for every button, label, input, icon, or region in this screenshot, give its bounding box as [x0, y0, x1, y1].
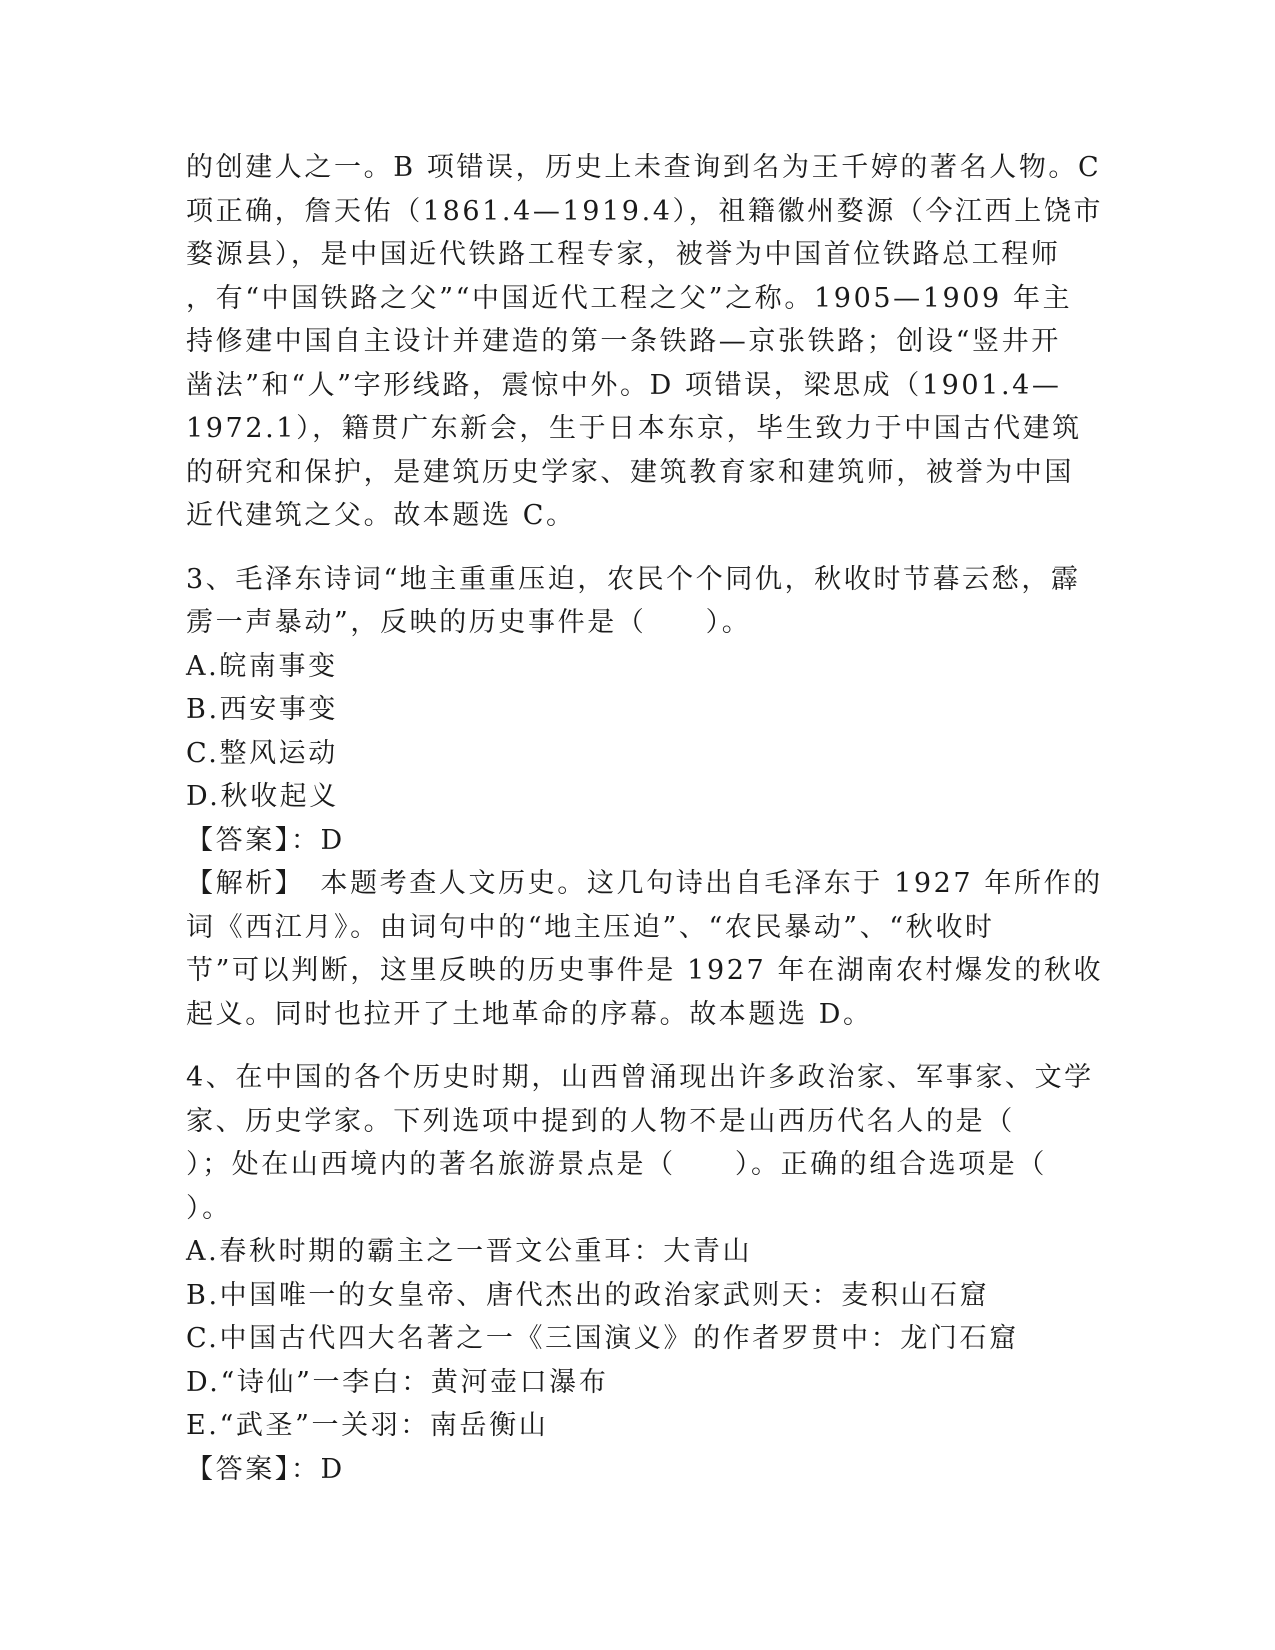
option-d: D.秋收起义 [186, 781, 339, 812]
analysis-line: 起义。同时也拉开了土地革命的序幕。故本题选 D。 [186, 998, 873, 1030]
answer-line: 【答案】：D [186, 1453, 345, 1485]
question-stem-line: 家、历史学家。下列选项中提到的人物不是山西历代名人的是（ [186, 1105, 1015, 1137]
text-line: 的研究和保护，是建筑历史学家、建筑教育家和建筑师，被誉为中国 [186, 456, 1074, 488]
document-page [186, 146, 1104, 1491]
option-b: B.中国唯一的女皇帝、唐代杰出的政治家武则天：麦积山石窟 [186, 1279, 990, 1311]
analysis-line: 【解析】 本题考查人文历史。这几句诗出自毛泽东于 1927 年所作的 [186, 868, 1103, 899]
text-line: 1972.1），籍贯广东新会，生于日本东京，毕生致力于中国古代建筑 [186, 413, 1082, 444]
question-stem-line: ）。 [186, 1192, 232, 1224]
text-line: 项正确，詹天佑（1861.4—1919.4），祖籍徽州婺源（今江西上饶市 [186, 195, 1104, 227]
question-stem-line: 4、在中国的各个历史时期，山西曾涌现出许多政治家、军事家、文学 [186, 1062, 1094, 1093]
text-line: 凿法”和“人”字形线路，震惊中外。D 项错误，梁思成（1901.4— [186, 369, 1062, 401]
option-a: A.春秋时期的霸主之一晋文公重耳：大青山 [186, 1236, 753, 1267]
analysis-line: 节”可以判断，这里反映的历史事件是 1927 年在湖南农村爆发的秋收 [186, 955, 1104, 986]
text-line: 持修建中国自主设计并建造的第一条铁路—京张铁路；创设“竖井开 [186, 326, 1061, 357]
paragraph-gap [186, 1036, 1086, 1056]
option-e: E.“武圣”一关羽：南岳衡山 [186, 1410, 549, 1441]
question-4 [186, 1056, 1094, 1491]
analysis-line: 词《西江月》。由词句中的“地主压迫”、“农民暴动”、“秋收时 [186, 911, 995, 943]
explanation-continuation [186, 146, 1104, 538]
option-c: C.中国古代四大名著之一《三国演义》的作者罗贯中：龙门石窟 [186, 1323, 1019, 1354]
question-stem-line: 3、毛泽东诗词“地主重重压迫，农民个个同仇，秋收时节暮云愁，霹 [186, 563, 1081, 595]
option-a: A.皖南事变 [186, 650, 338, 682]
answer-line: 【答案】：D [186, 824, 345, 856]
question-3 [186, 558, 1104, 1037]
paragraph-gap [186, 538, 1086, 558]
option-b: B.西安事变 [186, 694, 339, 725]
option-d: D.“诗仙”一李白：黄河壶口瀑布 [186, 1366, 609, 1398]
option-c: C.整风运动 [186, 737, 338, 769]
text-line: ，有“中国铁路之父”“中国近代工程之父”之称。1905—1909 年主 [186, 282, 1073, 314]
question-stem-line: ）；处在山西境内的著名旅游景点是（ ）。正确的组合选项是（ [186, 1149, 1047, 1180]
text-line: 婺源县），是中国近代铁路工程专家，被誉为中国首位铁路总工程师 [186, 239, 1061, 270]
text-line: 的创建人之一。B 项错误，历史上未查询到名为王千婷的著名人物。C [186, 152, 1102, 183]
question-stem-line: 雳一声暴动”，反映的历史事件是（ ）。 [186, 607, 752, 638]
text-line: 近代建筑之父。故本题选 C。 [186, 500, 576, 531]
